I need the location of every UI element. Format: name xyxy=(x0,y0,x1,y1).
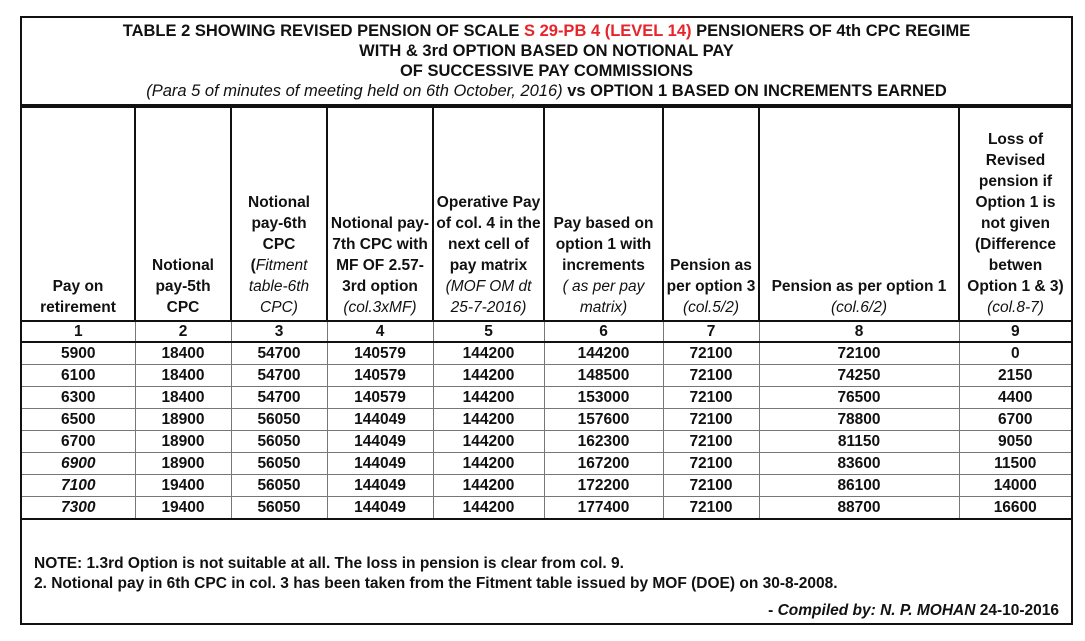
table-cell: 140579 xyxy=(327,387,433,409)
table-cell: 6300 xyxy=(22,387,135,409)
pension-table-document xyxy=(20,16,1073,625)
table-cell: 88700 xyxy=(759,497,959,520)
table-cell: 140579 xyxy=(327,342,433,365)
table-row xyxy=(22,365,1071,387)
pension-table xyxy=(22,106,1071,520)
table-cell: 72100 xyxy=(663,365,759,387)
col-header-pension-option-1: Pension as per option 1 (col.6/2) xyxy=(759,107,959,321)
table-cell: 144200 xyxy=(433,497,544,520)
table-cell: 0 xyxy=(959,342,1071,365)
table-row xyxy=(22,342,1071,365)
table-cell: 144200 xyxy=(433,387,544,409)
table-cell: 72100 xyxy=(663,409,759,431)
table-cell: 72100 xyxy=(759,342,959,365)
note-2: 2. Notional pay in 6th CPC in col. 3 has been taken from the Fitment table issued by MOF (DOE) on 30-8-2008. xyxy=(34,575,838,592)
table-cell: 144200 xyxy=(433,409,544,431)
table-cell: 4400 xyxy=(959,387,1071,409)
table-cell: 177400 xyxy=(544,497,663,520)
table-cell: 148500 xyxy=(544,365,663,387)
table-cell: 7100 xyxy=(22,475,135,497)
table-cell: 72100 xyxy=(663,342,759,365)
table-row xyxy=(22,475,1071,497)
table-cell: 72100 xyxy=(663,475,759,497)
scale-highlight: S 29-PB 4 (LEVEL 14) xyxy=(524,22,692,40)
table-row xyxy=(22,409,1071,431)
table-cell: 86100 xyxy=(759,475,959,497)
table-cell: 19400 xyxy=(135,497,231,520)
table-cell: 140579 xyxy=(327,365,433,387)
table-cell: 19400 xyxy=(135,475,231,497)
table-body xyxy=(22,342,1071,519)
table-cell: 81150 xyxy=(759,431,959,453)
table-cell: 144200 xyxy=(433,453,544,475)
table-cell: 72100 xyxy=(663,497,759,520)
table-row xyxy=(22,453,1071,475)
table-cell: 56050 xyxy=(231,475,327,497)
table-cell: 167200 xyxy=(544,453,663,475)
table-cell: 6900 xyxy=(22,453,135,475)
table-cell: 56050 xyxy=(231,409,327,431)
table-cell: 72100 xyxy=(663,387,759,409)
table-cell: 144200 xyxy=(433,475,544,497)
title-line-4: (Para 5 of minutes of meeting held on 6th October, 2016) vs OPTION 1 BASED ON INCREMENTS EARNED xyxy=(146,82,947,100)
table-cell: 18400 xyxy=(135,342,231,365)
table-cell: 144200 xyxy=(544,342,663,365)
table-cell: 18400 xyxy=(135,387,231,409)
notes-section xyxy=(22,524,1071,623)
table-row xyxy=(22,497,1071,520)
table-cell: 54700 xyxy=(231,365,327,387)
table-cell: 9050 xyxy=(959,431,1071,453)
table-cell: 78800 xyxy=(759,409,959,431)
table-cell: 162300 xyxy=(544,431,663,453)
table-cell: 56050 xyxy=(231,431,327,453)
table-title xyxy=(22,18,1071,106)
table-cell: 11500 xyxy=(959,453,1071,475)
table-cell: 144200 xyxy=(433,342,544,365)
table-cell: 153000 xyxy=(544,387,663,409)
table-cell: 83600 xyxy=(759,453,959,475)
table-cell: 18900 xyxy=(135,409,231,431)
table-cell: 144200 xyxy=(433,431,544,453)
col-header-pension-option-3: Pension as per option 3 (col.5/2) xyxy=(663,107,759,321)
column-number-row: 1 2 3 4 5 6 7 8 9 xyxy=(22,321,1071,342)
table-cell: 2150 xyxy=(959,365,1071,387)
table-cell: 144049 xyxy=(327,453,433,475)
col-header-pay-option-1: Pay based on option 1 with increments ( as per pay matrix) xyxy=(544,107,663,321)
table-cell: 7300 xyxy=(22,497,135,520)
note-1: NOTE: 1.3rd Option is not suitable at all. The loss in pension is clear from col. 9. xyxy=(34,555,624,572)
table-cell: 144049 xyxy=(327,497,433,520)
header-row xyxy=(22,107,1071,321)
table-cell: 72100 xyxy=(663,431,759,453)
table-cell: 144200 xyxy=(433,365,544,387)
table-cell: 72100 xyxy=(663,453,759,475)
title-line-2: WITH & 3rd OPTION BASED ON NOTIONAL PAY xyxy=(359,42,734,60)
table-cell: 144049 xyxy=(327,409,433,431)
table-cell: 56050 xyxy=(231,497,327,520)
table-cell: 18400 xyxy=(135,365,231,387)
table-cell: 157600 xyxy=(544,409,663,431)
table-cell: 56050 xyxy=(231,453,327,475)
col-header-pay-on-retirement: Pay on retirement xyxy=(22,107,135,321)
col-header-loss-of-pension: Loss of Revised pension if Option 1 is not given (Difference betwen Option 1 & 3) (col.8-7) xyxy=(959,107,1071,321)
compiled-by: - Compiled by: N. P. MOHAN 24-10-2016 xyxy=(768,602,1059,619)
title-line-3: OF SUCCESSIVE PAY COMMISSIONS xyxy=(399,62,694,80)
table-row xyxy=(22,431,1071,453)
table-row xyxy=(22,387,1071,409)
table-cell: 172200 xyxy=(544,475,663,497)
table-cell: 6700 xyxy=(959,409,1071,431)
table-cell: 144049 xyxy=(327,475,433,497)
table-cell: 16600 xyxy=(959,497,1071,520)
table-cell: 54700 xyxy=(231,342,327,365)
table-cell: 18900 xyxy=(135,431,231,453)
table-cell: 6500 xyxy=(22,409,135,431)
table-cell: 54700 xyxy=(231,387,327,409)
title-line-1: TABLE 2 SHOWING REVISED PENSION OF SCALE S 29-PB 4 (LEVEL 14) PENSIONERS OF 4th CPC REGIME xyxy=(122,22,971,40)
col-header-notional-pay-7th: Notional pay-7th CPC with MF OF 2.57-3rd option (col.3xMF) xyxy=(327,107,433,321)
table-cell: 18900 xyxy=(135,453,231,475)
table-cell: 6100 xyxy=(22,365,135,387)
table-cell: 74250 xyxy=(759,365,959,387)
table-cell: 76500 xyxy=(759,387,959,409)
table-cell: 14000 xyxy=(959,475,1071,497)
table-cell: 6700 xyxy=(22,431,135,453)
col-header-operative-pay: Operative Pay of col. 4 in the next cell of pay matrix (MOF OM dt 25-7-2016) xyxy=(433,107,544,321)
table-cell: 144049 xyxy=(327,431,433,453)
table-cell: 5900 xyxy=(22,342,135,365)
col-header-notional-pay-6th: Notional pay-6th CPC (Fitment table-6th CPC) xyxy=(231,107,327,321)
col-header-notional-pay-5th: Notional pay-5th CPC xyxy=(135,107,231,321)
